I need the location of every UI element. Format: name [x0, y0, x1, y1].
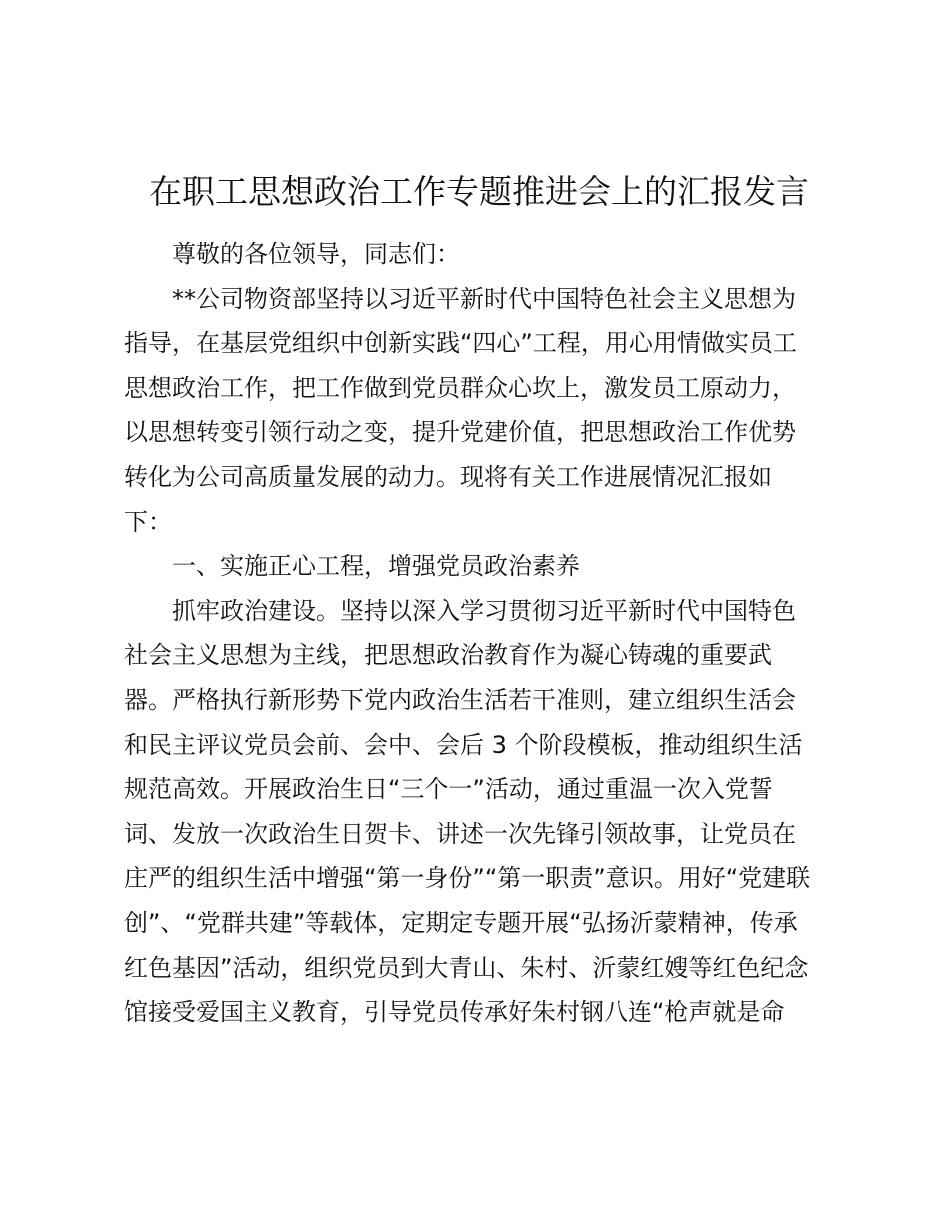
document-body — [124, 232, 840, 1035]
paragraph-line: 尊敬的各位领导，同志们： — [172, 240, 460, 268]
paragraph-line: 思想政治工作，把工作做到党员群众心坎上，激发员工原动力， — [124, 373, 796, 402]
document-title: 在职工思想政治工作专题推进会上的汇报发言 — [149, 172, 809, 211]
paragraph-line: 器。严格执行新形势下党内政治生活若干准则，建立组织生活会 — [124, 685, 796, 714]
paragraph-line: 规范高效。开展政治生日“三个一”活动，通过重温一次入党誓 — [124, 775, 773, 804]
paragraph-line: 以思想转变引领行动之变，提升党建价值，把思想政治工作优势 — [124, 418, 796, 447]
paragraph-line: 抓牢政治建设。坚持以深入学习贯彻习近平新时代中国特色 — [172, 596, 796, 625]
paragraph-line: 和民主评议党员会前、会中、会后 3 个阶段模板，推动组织生活 — [124, 730, 803, 759]
paragraph-line: 红色基因”活动，组织党员到大青山、朱村、沂蒙红嫂等红色纪念 — [124, 953, 809, 982]
paragraph-line: 创”、“党群共建”等载体，定期定专题开展“弘扬沂蒙精神，传承 — [124, 908, 798, 937]
paragraph-line: 下： — [124, 507, 172, 536]
paragraph-line: 词、发放一次政治生日贺卡、讲述一次先锋引领故事，让党员在 — [124, 819, 796, 848]
paragraph-line: 指导，在基层党组织中创新实践“四心”工程，用心用情做实员工 — [124, 329, 797, 358]
paragraph-line: 庄严的组织生活中增强“第一身份”“第一职责”意识。用好“党建联 — [124, 864, 811, 893]
section-heading: 一、实施正心工程，增强党员政治素养 — [172, 552, 580, 581]
paragraph-line: 馆接受爱国主义教育，引导党员传承好朱村钢八连“枪声就是命 — [124, 998, 785, 1027]
paragraph-line: 转化为公司高质量发展的动力。现将有关工作进展情况汇报如 — [124, 462, 772, 491]
paragraph-line: **公司物资部坚持以习近平新时代中国特色社会主义思想为 — [172, 284, 796, 313]
paragraph-line: 社会主义思想为主线，把思想政治教育作为凝心铸魂的重要武 — [124, 641, 772, 670]
